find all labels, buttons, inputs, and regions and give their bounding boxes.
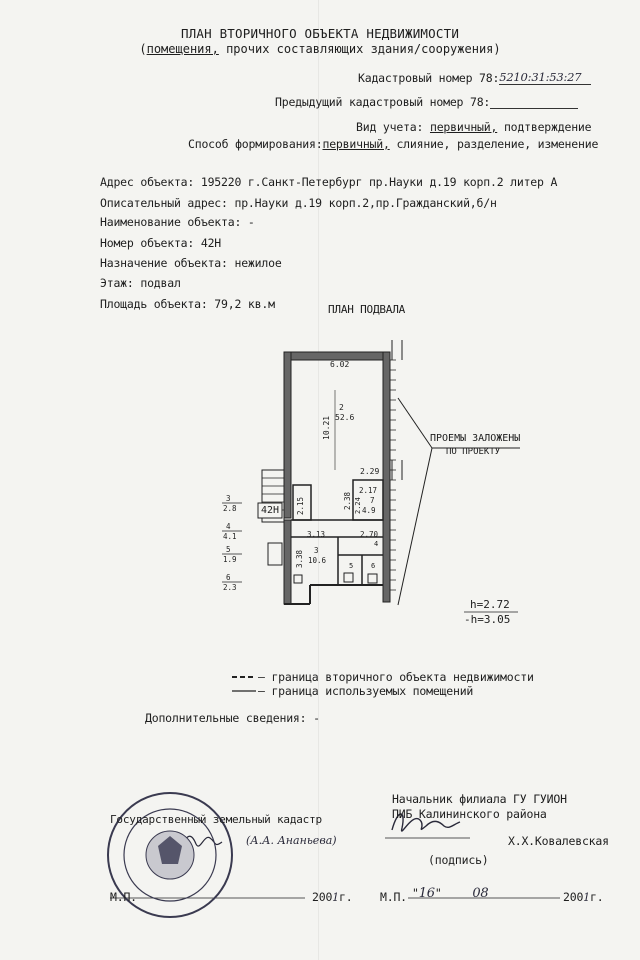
extra-info: Дополнительные сведения: -: [145, 711, 320, 725]
legend-item-1: — граница вторичного объекта недвижимости: [258, 670, 534, 684]
document-subtitle: (помещения, прочих составляющих здания/сооружения): [139, 42, 501, 56]
left-year: 2001г.: [312, 890, 353, 904]
side-item-5-area: 1.9: [223, 555, 237, 564]
room-3-number: 3: [314, 546, 319, 555]
right-mp: М.П.: [380, 890, 407, 904]
right-signer-name: Х.Х.Ковалевская: [508, 834, 609, 848]
dim-top: 6.02: [330, 360, 350, 369]
dim-238: 2.38: [343, 491, 352, 510]
side-item-3-number: 3: [226, 494, 231, 503]
fixture-2: [344, 573, 353, 582]
height-2: -h=3.05: [464, 613, 511, 626]
room-4-number: 4: [374, 540, 379, 548]
room-7-number: 7: [370, 496, 375, 505]
dim-270: 2.70: [360, 530, 379, 539]
object-address: Адрес объекта: 195220 г.Санкт-Петербург пр.Науки д.19 корп.2 литер А: [100, 175, 558, 189]
object-number: Номер объекта: 42Н: [100, 236, 222, 250]
note-line-2: ПО ПРОЕКТУ: [446, 447, 501, 457]
object-area: Площадь объекта: 79,2 кв.м: [100, 297, 275, 311]
right-role-1: Начальник филиала ГУ ГУИОН: [392, 792, 567, 806]
room-6-number: 6: [371, 562, 376, 570]
side-item-3-area: 2.8: [223, 504, 237, 513]
object-name: Наименование объекта: -: [100, 215, 255, 229]
fixture-1: [294, 575, 302, 583]
formation-method: Способ формирования:первичный, слияние, разделение, изменение: [188, 137, 599, 151]
room-7-area: 4.9: [362, 506, 376, 515]
cadastral-number: Кадастровый номер 78:5210:31:53:27: [358, 70, 591, 85]
legend-item-2: — граница используемых помещений: [258, 684, 474, 698]
side-item-5-number: 5: [226, 545, 231, 554]
wall-right: [383, 352, 390, 602]
right-sign-caption: (подпись): [428, 853, 489, 867]
dim-313: 3.13: [307, 530, 326, 539]
height-1: h=2.72: [470, 598, 510, 611]
fixture-3: [368, 574, 377, 583]
cadastral-number-value: 5210:31:53:27: [499, 70, 591, 85]
object-label: 42Н: [261, 505, 280, 516]
object-purpose: Назначение объекта: нежилое: [100, 256, 282, 270]
left-signer-name: (А.А. Ананьева): [246, 834, 337, 847]
dim-338: 3.38: [295, 549, 304, 568]
dim-215: 2.15: [296, 496, 305, 515]
object-floor: Этаж: подвал: [100, 276, 181, 290]
room-3-area: 10.6: [308, 556, 327, 565]
plan-title: ПЛАН ПОДВАЛА: [328, 303, 406, 316]
room-2-area: 52.6: [335, 413, 355, 422]
left-mp: М.П.: [110, 890, 137, 904]
right-year: 2001г.: [563, 890, 604, 904]
object-desc-address: Описательный адрес: пр.Науки д.19 корп.2,пр.Гражданский,б/н: [100, 196, 497, 210]
side-item-6-area: 2.3: [223, 583, 237, 592]
dim-217: 2.17: [359, 486, 378, 495]
note-leader-1: [398, 398, 432, 448]
left-org: Государственный земельный кадастр: [110, 813, 322, 826]
dim-left-height: 10.21: [322, 415, 331, 440]
room-2-number: 2: [339, 403, 344, 412]
side-item-6-number: 6: [226, 573, 231, 582]
side-item-4-area: 4.1: [223, 532, 237, 541]
dim-224: 2.24: [354, 497, 362, 514]
room-5-number: 5: [349, 562, 354, 570]
wall-left: [284, 352, 291, 518]
wall-hatch: [390, 360, 396, 590]
wall-top: [284, 352, 390, 360]
dim-229: 2.29: [360, 467, 380, 476]
right-role-2: ПИБ Калининского района: [392, 807, 547, 821]
prev-cadastral-number: Предыдущий кадастровый номер 78:: [275, 95, 578, 109]
note-leader-2: [398, 448, 432, 605]
wall-left-lower: [284, 520, 291, 604]
document-title: ПЛАН ВТОРИЧНОГО ОБЪЕКТА НЕДВИЖИМОСТИ: [180, 26, 460, 41]
side-item-4-number: 4: [226, 522, 231, 531]
note-line-1: ПРОЕМЫ ЗАЛОЖЕНЫ: [430, 433, 521, 444]
record-type: Вид учета: первичный, подтверждение: [356, 120, 592, 134]
entry-stub: [268, 543, 282, 565]
right-date: "16" 08: [412, 886, 489, 901]
